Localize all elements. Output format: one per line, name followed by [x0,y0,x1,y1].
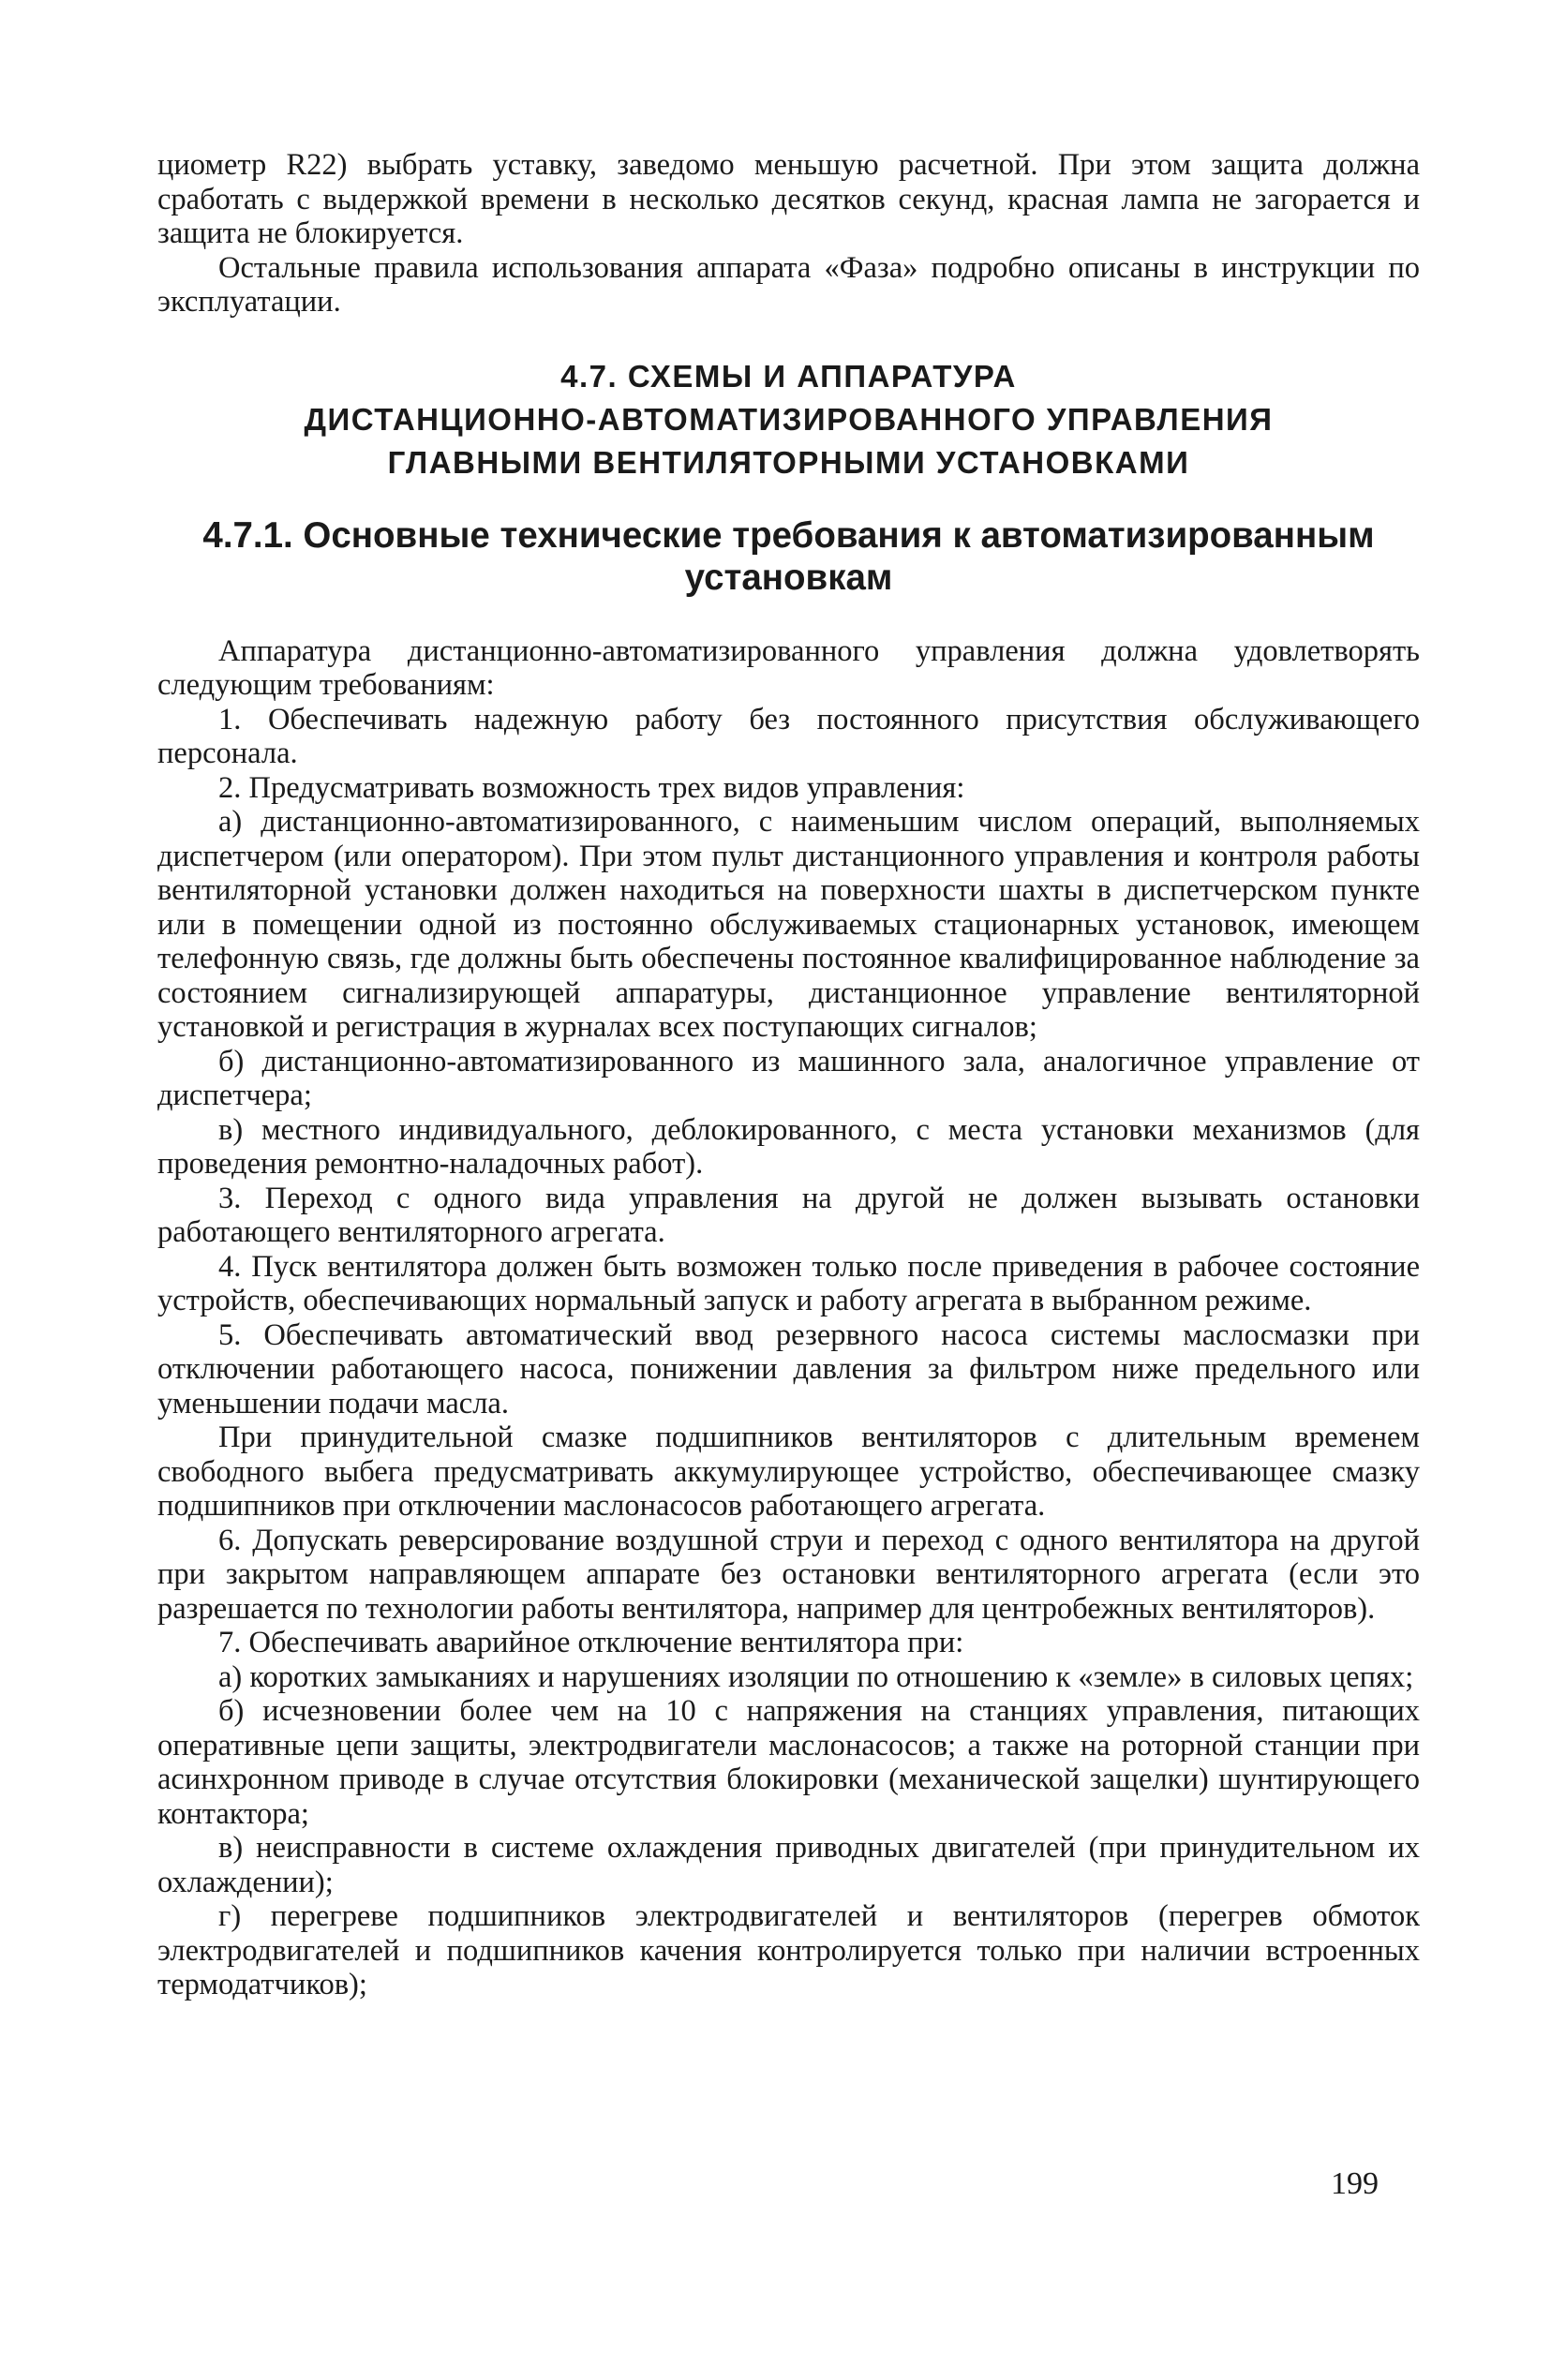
body-paragraph: в) неисправности в системе охлаждения приводных двигателей (при принудительном их охлаждении); [157,1831,1420,1899]
page-number: 199 [1331,2166,1379,2201]
body-paragraph: а) дистанционно-автоматизированного, с наименьшим числом операций, выполняемых диспетчером (или оператором). При этом пульт дистанционного управления и контроля работы вентиляторной установки должен находиться на поверхности шахты в диспетчерском пункте или в помещении одной из постоянно обслуживаемых стационарных установок, имеющем телефонную связь, где должны быть обеспечены постоянное квалифицированное наблюдение за состоянием сигнализирующей аппаратуры, дистанционное управление вентиляторной установкой и регистрация в журналах всех поступающих сигналов; [157,805,1420,1044]
intro-block [157,148,1420,320]
section-heading-line: 4.7. СХЕМЫ И АППАРАТУРА [560,358,1017,394]
body-paragraph: 6. Допускать реверсирование воздушной струи и переход с одного вентилятора на другой при закрытом направляющем аппарате без остановки вентиляторного агрегата (если это разрешается по технологии работы вентилятора, например для центробежных вентиляторов). [157,1523,1420,1626]
body-paragraph: 1. Обеспечивать надежную работу без постоянного присутствия обслуживающего персонала. [157,702,1420,770]
body-text [157,634,1420,2002]
body-paragraph: 3. Переход с одного вида управления на другой не должен вызывать остановки работающего вентиляторного агрегата. [157,1181,1420,1249]
intro-paragraph: Остальные правила использования аппарата «Фаза» подробно описаны в инструкции по эксплуатации. [157,250,1420,319]
body-paragraph: в) местного индивидуального, деблокированного, с места установки механизмов (для проведения ремонтно-наладочных работ). [157,1112,1420,1181]
body-paragraph: б) дистанционно-автоматизированного из машинного зала, аналогичное управление от диспетчера; [157,1044,1420,1112]
section-heading-line: ДИСТАНЦИОННО-АВТОМАТИЗИРОВАННОГО УПРАВЛЕНИЯ [304,401,1274,437]
body-paragraph: Аппаратура дистанционно-автоматизированного управления должна удовлетворять следующим требованиям: [157,633,1420,702]
subsection-heading-line: установкам [684,557,893,598]
section-heading-line: ГЛАВНЫМИ ВЕНТИЛЯТОРНЫМИ УСТАНОВКАМИ [387,444,1190,480]
body-paragraph: 4. Пуск вентилятора должен быть возможен только после приведения в рабочее состояние устройств, обеспечивающих нормальный запуск и работу агрегата в выбранном режиме. [157,1249,1420,1317]
body-paragraph: б) исчезновении более чем на 10 с напряжения на станциях управления, питающих оперативные цепи защиты, электродвигатели маслонасосов; а также на роторной станции при асинхронном приводе в случае отсутствия блокировки (механической защелки) шунтирующего контактора; [157,1694,1420,1831]
body-paragraph: г) перегреве подшипников электродвигателей и вентиляторов (перегрев обмоток электродвигателей и подшипников качения контролируется только при наличии встроенных термодатчиков); [157,1899,1420,2001]
section-heading [157,355,1420,484]
body-paragraph: 7. Обеспечивать аварийное отключение вентилятора при: [218,1626,964,1659]
subsection-heading-line: 4.7.1. Основные технические требования к автоматизированным [202,514,1375,556]
body-paragraph: 5. Обеспечивать автоматический ввод резервного насоса системы маслосмазки при отключении работающего насоса, понижении давления за фильтром ниже предельного или уменьшении подачи масла. [157,1317,1420,1421]
body-paragraph: а) коротких замыканиях и нарушениях изоляции по отношению к «земле» в силовых цепях; [218,1659,1414,1694]
body-paragraph: При принудительной смазке подшипников вентиляторов с длительным временем свободного выбега предусматривать аккумулирующее устройство, обеспечивающее смазку подшипников при отключении маслонасосов работающего агрегата. [157,1421,1420,1523]
subsection-heading [157,514,1420,599]
intro-paragraph: циометр R22) выбрать уставку, заведомо меньшую расчетной. При этом защита должна сработать с выдержкой времени в несколько десятков секунд, красная лампа не загорается и защита не блокируется. [157,148,1420,250]
body-paragraph: 2. Предусматривать возможность трех видов управления: [218,770,965,805]
